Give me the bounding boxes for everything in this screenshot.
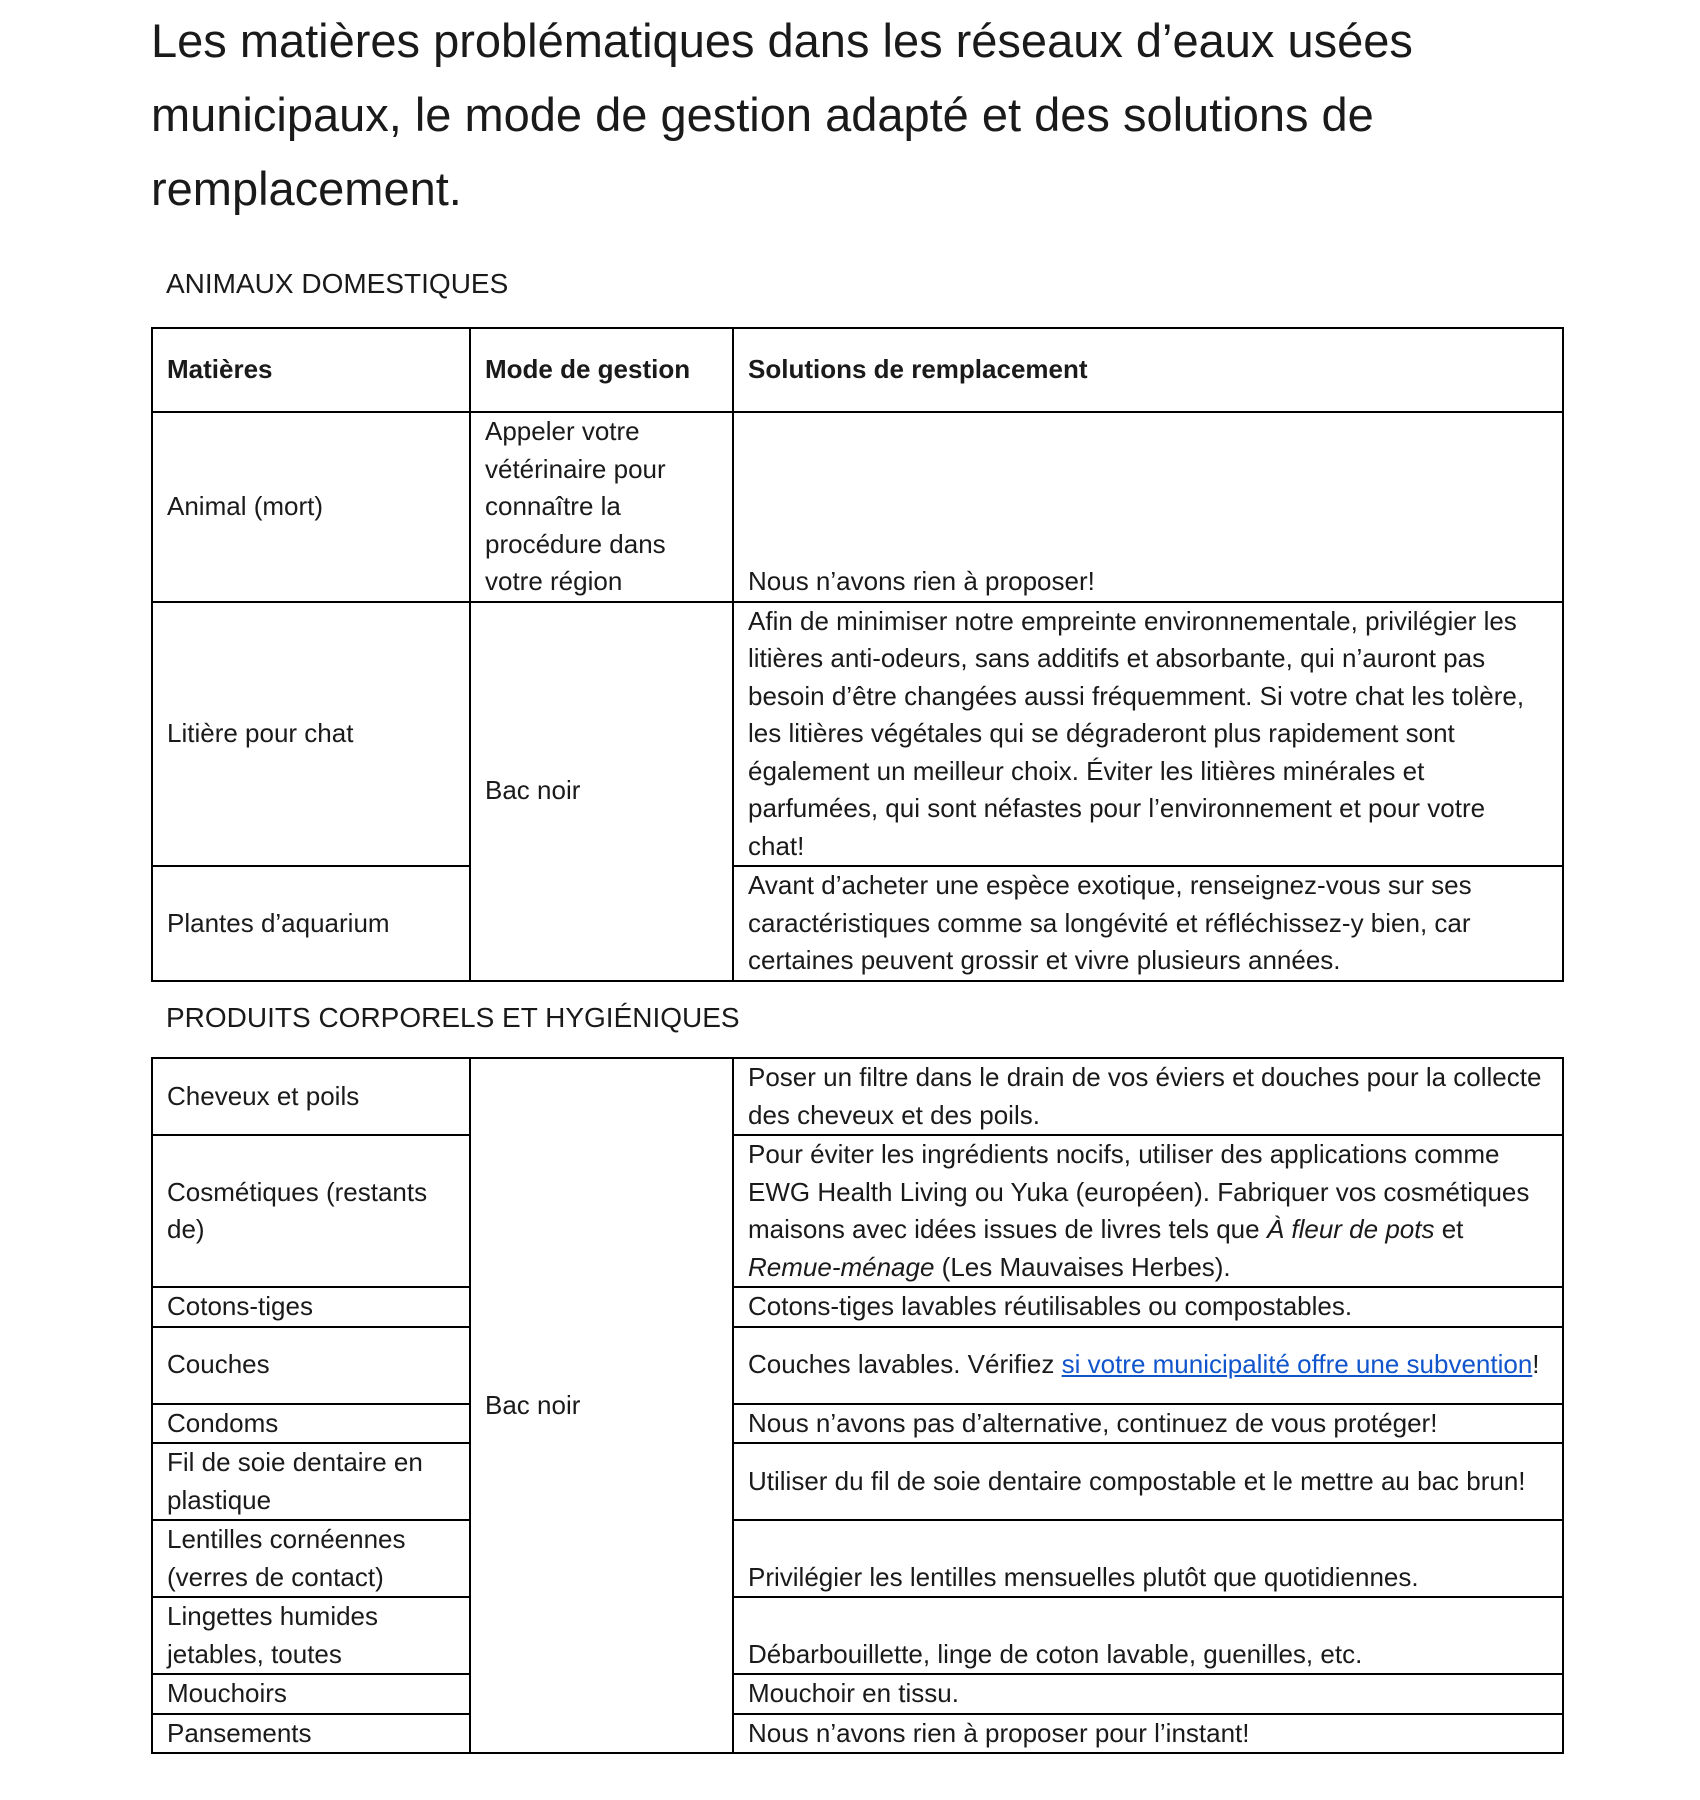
table-row <box>152 1058 1563 1135</box>
cell-solution: Débarbouillette, linge de coton lavable, guenilles, etc. <box>733 1597 1563 1674</box>
solution-text: et <box>1434 1214 1464 1244</box>
cell-matiere: Lingettes humides jetables, toutes <box>152 1597 470 1674</box>
table-row <box>152 602 1563 867</box>
cell-matiere: Animal (mort) <box>152 412 470 602</box>
cell-matiere: Condoms <box>152 1404 470 1444</box>
column-header-matieres: Matières <box>152 328 470 412</box>
solution-text: Couches lavables. Vérifiez <box>748 1349 1062 1380</box>
solution-text: (Les Mauvaises Herbes). <box>934 1251 1231 1282</box>
table-produits-corporels <box>151 1057 1564 1754</box>
solution-text: ! <box>1532 1349 1540 1380</box>
table-row <box>152 1287 1563 1327</box>
cell-gestion: Bac noir <box>470 1058 733 1753</box>
column-header-mode-de-gestion: Mode de gestion <box>470 328 733 412</box>
book-title: À fleur de pots <box>1266 1214 1435 1244</box>
column-header-solutions: Solutions de remplacement <box>733 328 1563 412</box>
cell-solution: Nous n’avons pas d’alternative, continuez de vous protéger! <box>733 1404 1563 1444</box>
table-row <box>152 1327 1563 1404</box>
table-row <box>152 1597 1563 1674</box>
table-row <box>152 1520 1563 1597</box>
cell-matiere: Litière pour chat <box>152 602 470 867</box>
page-title: Les matières problématiques dans les réseaux d’eaux usées municipaux, le mode de gestion adapté et des solutions de remplacement. <box>151 14 1413 215</box>
cell-matiere: Cosmétiques (restants de) <box>152 1135 470 1287</box>
cell-matiere: Lentilles cornéennes (verres de contact) <box>152 1520 470 1597</box>
cell-solution: Poser un filtre dans le drain de vos éviers et douches pour la collecte des cheveux et des poils. <box>733 1058 1563 1135</box>
cell-solution: Nous n’avons rien à proposer pour l’instant! <box>733 1714 1563 1754</box>
cell-matiere: Fil de soie dentaire en plastique <box>152 1443 470 1520</box>
cell-gestion: Appeler votre vétérinaire pour connaître la procédure dans votre région <box>470 412 733 602</box>
table-animaux-domestiques <box>151 327 1564 982</box>
cell-gestion: Bac noir <box>470 602 733 981</box>
cell-solution: Nous n’avons rien à proposer! <box>733 412 1563 602</box>
cell-matiere: Plantes d’aquarium <box>152 866 470 981</box>
table-row <box>152 1404 1563 1444</box>
section-heading-animaux: ANIMAUX DOMESTIQUES <box>166 268 509 299</box>
cell-matiere: Cotons-tiges <box>152 1287 470 1327</box>
table-row <box>152 1443 1563 1520</box>
cell-solution: Mouchoir en tissu. <box>733 1674 1563 1714</box>
table-row <box>152 866 1563 981</box>
cell-solution <box>733 1135 1563 1287</box>
cell-solution <box>733 1327 1563 1404</box>
cell-matiere: Mouchoirs <box>152 1674 470 1714</box>
cell-matiere: Couches <box>152 1327 470 1404</box>
cell-solution: Afin de minimiser notre empreinte environnementale, privilégier les litières anti-odeurs, sans additifs et absorbante, qui n’auront pas besoin d’être changées aussi fréquemment. Si votre chat les tolère, les litières végétales qui se dégraderont plus rapidement sont également un meilleur choix. Éviter les litières minérales et parfumées, qui sont néfastes pour l’environnement et pour votre chat! <box>733 602 1563 867</box>
book-title: Remue-ménage <box>748 1251 935 1282</box>
table-row <box>152 1135 1563 1287</box>
cell-solution: Privilégier les lentilles mensuelles plutôt que quotidiennes. <box>733 1520 1563 1597</box>
table-row <box>152 412 1563 602</box>
section-heading-produits: PRODUITS CORPORELS ET HYGIÉNIQUES <box>166 1002 740 1033</box>
cell-solution: Utiliser du fil de soie dentaire compostable et le mettre au bac brun! <box>733 1443 1563 1520</box>
subvention-link[interactable]: si votre municipalité offre une subvention <box>1061 1349 1533 1380</box>
table-row <box>152 1674 1563 1714</box>
table-header-row <box>152 328 1563 412</box>
cell-matiere: Pansements <box>152 1714 470 1754</box>
cell-solution: Avant d’acheter une espèce exotique, renseignez-vous sur ses caractéristiques comme sa longévité et réfléchissez-y bien, car certaines peuvent grossir et vivre plusieurs années. <box>733 866 1563 981</box>
cell-solution: Cotons-tiges lavables réutilisables ou compostables. <box>733 1287 1563 1327</box>
cell-matiere: Cheveux et poils <box>152 1058 470 1135</box>
table-row <box>152 1714 1563 1754</box>
solution-text: Pour éviter les ingrédients nocifs, utiliser des applications comme EWG Health Living ou Yuka (européen). Fabriquer vos cosmétiques maisons avec idées issues de livres tels que <box>748 1139 1530 1244</box>
